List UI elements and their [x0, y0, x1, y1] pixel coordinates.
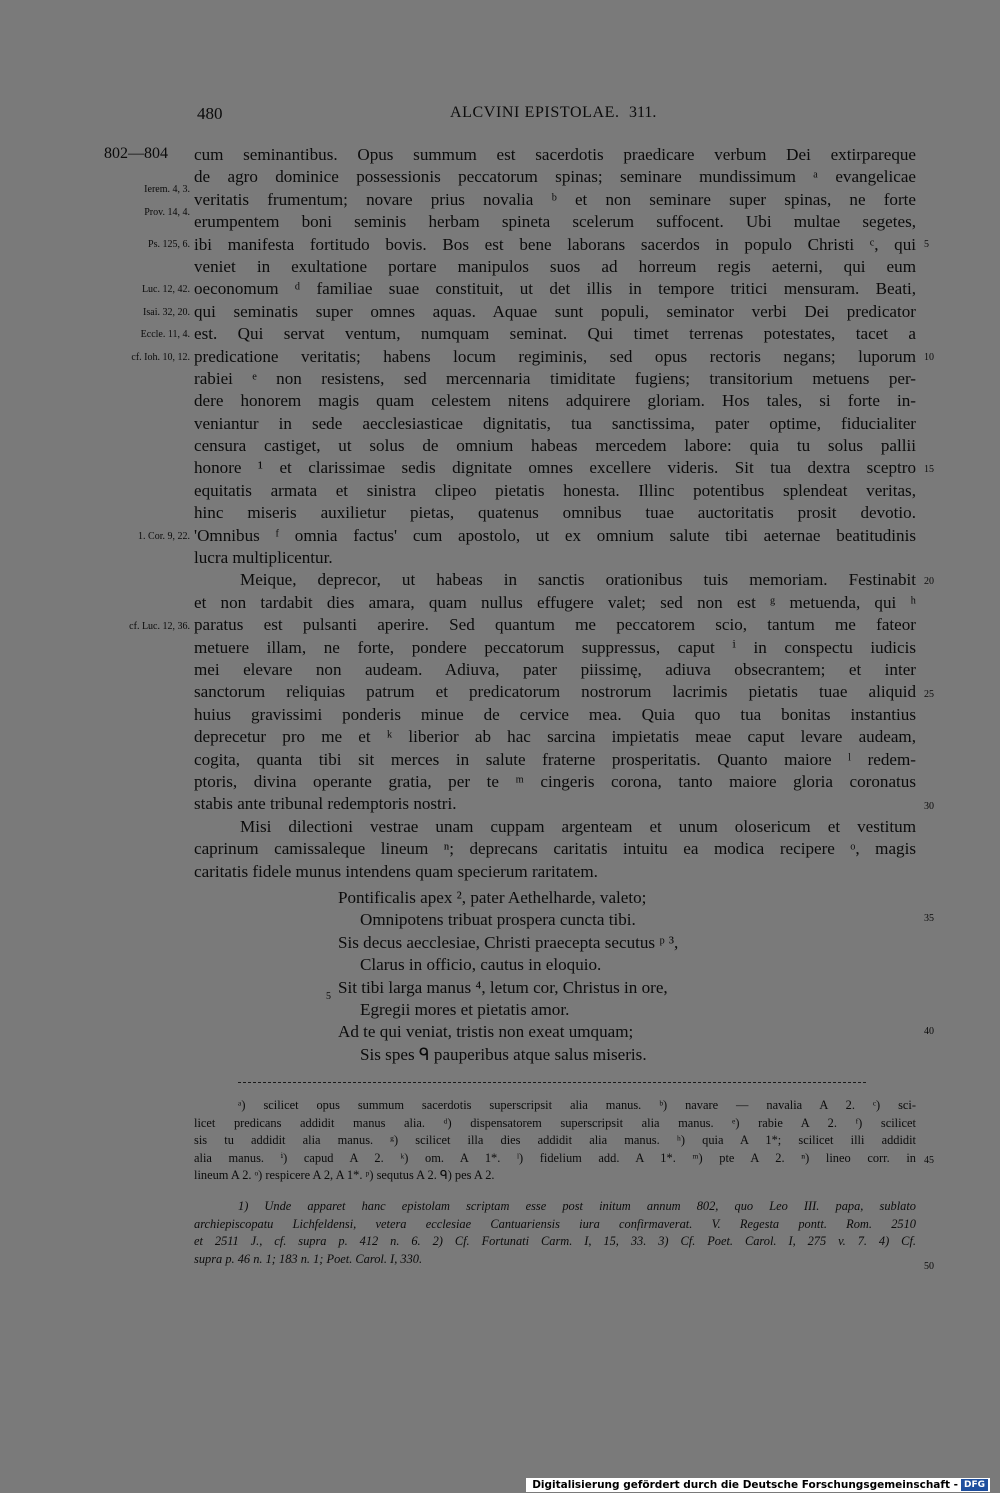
line-number: 30 [924, 801, 934, 812]
footnote-line: archiepiscopatu Lichfeldensi, vetera ecclesiae Cantuariensis iura confirmaverat. V. Regesta pontt. Rom. 2510 [194, 1216, 916, 1231]
body-line: caprinum camissaleque lineum ⁿ; deprecans caritatis intuitu ea modica recipere ᵒ, magis [194, 839, 916, 859]
body-line: honore ¹ et clarissimae sedis dignitate omnes excellere videris. Sit tua dextra sceptro [194, 458, 916, 478]
body-line: huius gravissimi ponderis minue de cervice mea. Quia quo tua bonitas instantius [194, 704, 916, 724]
verse-line: Pontificalis apex ², pater Aethelharde, valeto; [338, 888, 647, 907]
commentary-footnotes [194, 1198, 916, 1268]
footnote-line: 1) Unde apparet hanc epistolam scriptam esse post initum annum 802, quo Leo III. papa, sublato [238, 1199, 916, 1213]
margin-reference: Luc. 12, 42. [141, 284, 190, 295]
body-line: veniantur in sede aecclesiasticae dignitatis, tua sanctissima, pater optime, fiducialiter [194, 413, 916, 433]
body-line: equitatis armata et sinistra clipeo pietatis honesta. Illinc potentibus splendeat veritas, [194, 480, 916, 500]
body-line: Misi dilectioni vestrae unam cuppam argenteam et unum olosericum et vestitum [240, 816, 916, 836]
body-line: ptoris, divina operante gratia, per te ᵐ cingeris corona, tanto maiore gloria coronatus [194, 771, 916, 791]
body-line: dere honorem magis quam celestem nitens adquirere gloriam. Hos tales, si forte in- [194, 391, 916, 411]
body-line: paratus est pulsanti aperire. Sed quantum me peccatorem scio, tantum me fateor [194, 615, 916, 635]
verse-line: Omnipotens tribuat prospera cuncta tibi. [360, 910, 636, 930]
body-line: censura castiget, ut solus de omnium habeas mercedem labore: quia tu solus pallii [194, 436, 916, 456]
line-number: 20 [924, 576, 934, 587]
footnote-line: sis tu addidit alia manus. ᵍ) scilicet illa dies addidit alia manus. ʰ) quia A 1*; scilicet illi addidit [194, 1133, 916, 1148]
line-number: 35 [924, 913, 934, 924]
body-line: mei elevare non audeam. Adiuva, pater piissimę, adiuva obsecrantem; et inter [194, 659, 916, 679]
body-line: sanctorum reliquias patrum et predicatorum nostrorum lacrimis pietatis tuae aliquid [194, 682, 916, 702]
margin-reference: Prov. 14, 4. [144, 207, 190, 218]
footnote-line: lineum A 2. ᵒ) respicere A 2, A 1*. ᵖ) sequtus A 2. ᑫ) pes A 2. [194, 1168, 495, 1183]
footnote-line: licet predicans addidit manus alia. ᵈ) dispensatorem superscripsit alia manus. ᵉ) rabie A 2. ᶠ) scilicet [194, 1115, 916, 1130]
line-number: 45 [924, 1155, 934, 1166]
body-line: 'Omnibus ᶠ omnia factus' cum apostolo, ut ex omnium salute tibi aeternae beatitudinis [194, 525, 916, 545]
body-line: est. Qui servat ventum, numquam seminat. Qui timet terrenas potestates, tacet a [194, 324, 916, 344]
verse-block [338, 887, 678, 1066]
textual-footnotes [194, 1097, 916, 1185]
verse-number-marker: 5 [326, 991, 331, 1002]
body-line: ibi manifesta fortitudo bovis. Bos est bene laborans sacerdos in populo Christi ᶜ, qui [194, 234, 916, 254]
footnote-line: et 2511 J., cf. supra p. 412 n. 6. 2) Cf. Fortunati Carm. I, 15, 33. 3) Cf. Poet. Carol. I, 275 v. 7. 4) Cf. [194, 1234, 916, 1249]
margin-reference: cf. Luc. 12, 36. [129, 621, 190, 632]
footnote-line: supra p. 46 n. 1; 183 n. 1; Poet. Carol. I, 330. [194, 1251, 423, 1266]
line-number: 15 [924, 464, 934, 475]
body-line: Meique, deprecor, ut habeas in sanctis orationibus tuis memoriam. Festinabit [240, 570, 916, 590]
body-line: de agro dominice possessionis peccatorum spinas; seminare mundissimum ᵃ evangelicae [194, 167, 916, 187]
margin-reference: cf. Ioh. 10, 12. [131, 352, 190, 363]
body-line: deprecetur pro me et ᵏ liberior ab hac sarcina impietatis meae caput levare audeam, [194, 727, 916, 747]
running-title: ALCVINI EPISTOLAE. [450, 104, 620, 121]
body-line: lucra multiplicentur. [194, 548, 333, 568]
body-line: rabiei ᵉ non resistens, sed mercennaria timiditate fugiens; transitorium metuens per- [194, 368, 916, 388]
body-line: caritatis fidele munus intendens quam specierum raritatem. [194, 861, 598, 881]
footnote-line: ᵃ) scilicet opus summum sacerdotis superscripsit alia manus. ᵇ) navare — navalia A 2. ᶜ) sci- [238, 1098, 916, 1112]
body-line: veritatis frumentum; novare prius novalia ᵇ et non seminare super spinas, ne forte [194, 189, 916, 209]
body-line: oeconomum ᵈ familiae suae constituit, ut det illis in tempore tritici mensuram. Beati, [194, 279, 916, 299]
banner-text: Digitalisierung gefördert durch die Deutsche Forschungsgemeinschaft - [532, 1479, 958, 1491]
dfg-logo-icon: DFG [961, 1479, 988, 1491]
footnote-line: alia manus. ⁱ) capud A 2. ᵏ) om. A 1*. ˡ) fidelium add. A 1*. ᵐ) pte A 2. ⁿ) lineo corr. in [194, 1150, 916, 1165]
verse-line: Sis decus aecclesiae, Christi praecepta secutus ᵖ ³, [338, 932, 679, 952]
verse-line: Egregii mores et pietatis amor. [360, 999, 570, 1019]
body-line: hinc miseris auxilietur pietas, quatenus omnibus tuae auctoritatis prosit devotio. [194, 503, 916, 523]
page-number: 480 [197, 104, 223, 123]
date-range: 802—804 [104, 145, 168, 162]
body-line: veniet in exultatione portare manipulos suos ad horreum regis aeterni, qui eum [194, 256, 916, 276]
verse-line: Sit tibi larga manus ⁴, letum cor, Christus in ore, [338, 977, 668, 997]
margin-reference: 1. Cor. 9, 22. [138, 531, 190, 542]
line-number: 40 [924, 1026, 934, 1037]
margin-reference: Eccle. 11, 4. [140, 329, 190, 340]
line-number: 25 [924, 689, 934, 700]
body-line: erumpentem boni seminis herbam spineta scelerum suffocent. Ubi multae segetes, [194, 212, 916, 232]
line-number: 50 [924, 1261, 934, 1272]
body-line: et non tardabit dies amara, quam nullus effugere valet; sed non est ᵍ metuenda, qui ʰ [194, 592, 916, 612]
line-number: 10 [924, 352, 934, 363]
letter-body [194, 144, 916, 883]
verse-line: Sis spes ᑫ pauperibus atque salus miseris. [360, 1044, 647, 1064]
margin-reference: Ps. 125, 6. [148, 239, 190, 250]
margin-reference: Isai. 32, 20. [143, 307, 190, 318]
body-line: stabis ante tribunal redemptoris nostri. [194, 794, 457, 814]
epistle-number: 311. [629, 104, 657, 121]
body-line: predicatione veritatis; habens locum regiminis, sed opus rectoris negans; luporum [194, 346, 916, 366]
body-line: qui seminatis super omnes aquas. Aquae sunt populi, seminator verbi Dei predicator [194, 301, 916, 321]
body-line: metuere illam, ne forte, pondere peccatorum suppressus, caput ⁱ in conspectu iudicis [194, 637, 916, 657]
verse-line: Clarus in officio, cautus in eloquio. [360, 955, 602, 975]
margin-reference: Ierem. 4, 3. [144, 184, 190, 195]
line-number: 5 [924, 239, 929, 250]
dfg-funding-banner [526, 1478, 990, 1492]
body-line: cogita, quanta tibi sit merces in salute fraterne prosperitatis. Quanto maiore ˡ redem- [194, 749, 916, 769]
footnote-separator [238, 1082, 866, 1083]
verse-line: Ad te qui veniat, tristis non exeat umquam; [338, 1022, 634, 1042]
body-line: cum seminantibus. Opus summum est sacerdotis praedicare verbum Dei extirpareque [194, 145, 916, 164]
